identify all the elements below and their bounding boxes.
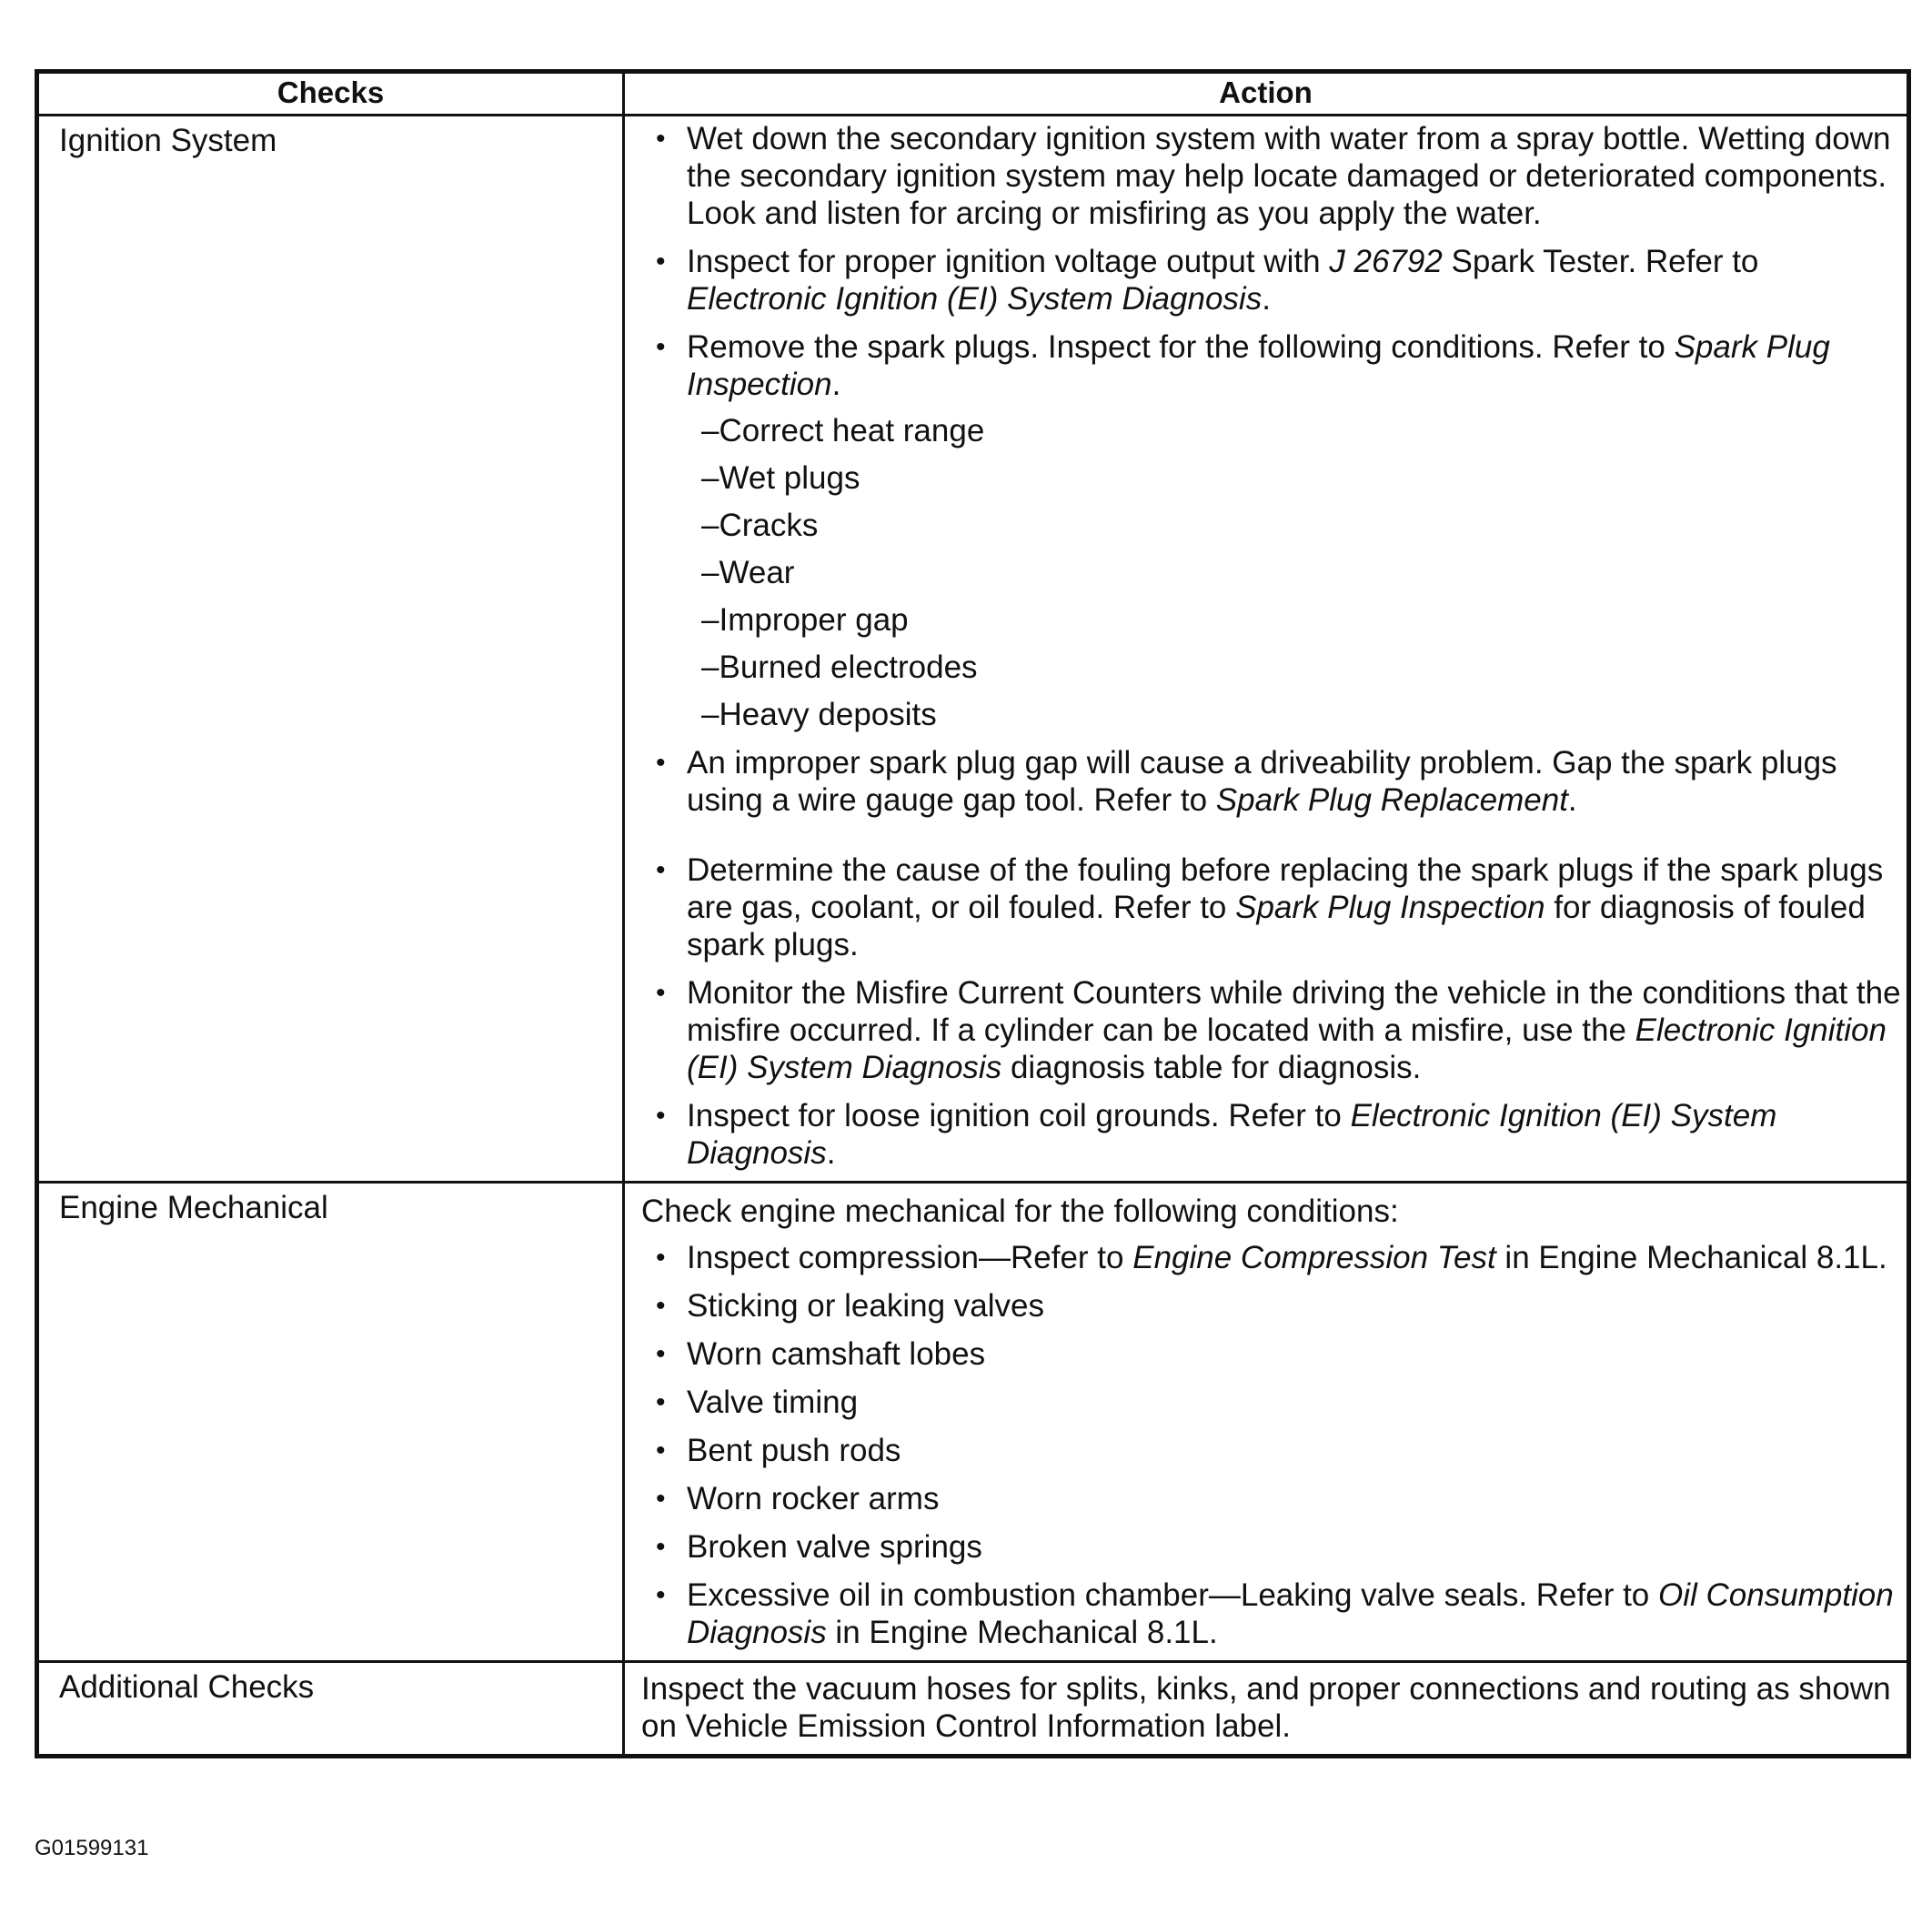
engine-intro-text: Check engine mechanical for the following conditions: <box>641 1194 1399 1229</box>
action-cell-additional-checks: Inspect the vacuum hoses for splits, kinks, and proper connections and routing as shown on Vehicle Emission Control Information label. <box>624 1662 1909 1757</box>
procedure-reference: Electronic Ignition (EI) System Diagnosis <box>687 1012 1887 1085</box>
list-item: • Worn rocker arms <box>641 1480 1901 1517</box>
list-item: • Wet down the secondary ignition system with water from a spray bottle. Wetting down the secondary ignition system may help locate damaged or deteriorated components. Look and listen for arcing or misfiring as you apply the water. <box>641 120 1901 232</box>
list-item: • Excessive oil in combustion chamber—Leaking valve seals. Refer to Oil Consumption Diagnosis in Engine Mechanical 8.1L. <box>641 1577 1901 1651</box>
list-item: • Monitor the Misfire Current Counters while driving the vehicle in the conditions that the misfire occurred. If a cylinder can be located with a misfire, use the Electronic Ignition (EI) System Diagnosis diagnosis table for diagnosis. <box>641 974 1901 1086</box>
check-label-engine-mechanical: Engine Mechanical <box>37 1183 624 1662</box>
check-label-additional-checks: Additional Checks <box>37 1662 624 1757</box>
list-item: • Determine the cause of the fouling before replacing the spark plugs if the spark plugs are gas, coolant, or oil fouled. Refer to Spark Plug Inspection for diagnosis of fouled spark plugs. <box>641 851 1901 963</box>
list-item: – Correct heat range <box>687 412 1901 449</box>
checks-column-header: Checks <box>37 72 624 116</box>
list-item: • Remove the spark plugs. Inspect for the following conditions. Refer to Spark Plug Inspection. – Correct heat range – Wet plugs – Cracks – Wear – Improper gap – Burned electrodes – Heavy deposits <box>641 328 1901 733</box>
procedure-reference: Spark Plug Inspection <box>687 329 1830 402</box>
engine-action-list <box>641 1239 1901 1651</box>
table-row-ignition-system <box>37 116 1909 1183</box>
list-item: – Cracks <box>687 507 1901 544</box>
list-item: • Bent push rods <box>641 1432 1901 1469</box>
procedure-reference: Spark Plug Replacement <box>1215 782 1568 818</box>
table-row-engine-mechanical <box>37 1183 1909 1662</box>
list-item: – Heavy deposits <box>687 696 1901 733</box>
procedure-reference: Oil Consumption Diagnosis <box>687 1577 1894 1650</box>
list-item: • An improper spark plug gap will cause a driveability problem. Gap the spark plugs using a wire gauge gap tool. Refer to Spark Plug Replacement. <box>641 744 1901 819</box>
table-row-additional-checks <box>37 1662 1909 1757</box>
diagnostic-table-container <box>35 69 1907 1758</box>
spark-plug-conditions-list <box>687 412 1901 733</box>
procedure-reference: Electronic Ignition (EI) System Diagnosis <box>687 1098 1777 1171</box>
list-item: • Inspect for proper ignition voltage output with J 26792 Spark Tester. Refer to Electronic Ignition (EI) System Diagnosis. <box>641 243 1901 317</box>
procedure-reference: Spark Plug Inspection <box>1235 890 1545 925</box>
figure-code: G01599131 <box>35 1836 149 1860</box>
header-row <box>37 72 1909 116</box>
list-item: • Sticking or leaking valves <box>641 1287 1901 1325</box>
action-column-header: Action <box>624 72 1909 116</box>
list-item: • Valve timing <box>641 1384 1901 1421</box>
action-cell-engine-mechanical <box>624 1183 1909 1662</box>
tool-reference: J 26792 <box>1329 244 1443 279</box>
procedure-reference: Electronic Ignition (EI) System Diagnosis <box>687 281 1263 317</box>
check-label-ignition-system: Ignition System <box>37 116 624 1183</box>
list-item: • Worn camshaft lobes <box>641 1335 1901 1373</box>
list-item: • Inspect for loose ignition coil grounds. Refer to Electronic Ignition (EI) System Diagnosis. <box>641 1097 1901 1172</box>
diagnostic-table <box>35 69 1911 1758</box>
list-item: – Wear <box>687 554 1901 591</box>
list-item: • Broken valve springs <box>641 1528 1901 1566</box>
list-item: – Improper gap <box>687 601 1901 639</box>
list-item: – Burned electrodes <box>687 649 1901 686</box>
ignition-action-list <box>641 120 1901 1172</box>
list-item: – Wet plugs <box>687 459 1901 497</box>
action-cell-ignition-system <box>624 116 1909 1183</box>
procedure-reference: Engine Compression Test <box>1132 1240 1496 1275</box>
list-item: • Inspect compression—Refer to Engine Compression Test in Engine Mechanical 8.1L. <box>641 1239 1901 1276</box>
